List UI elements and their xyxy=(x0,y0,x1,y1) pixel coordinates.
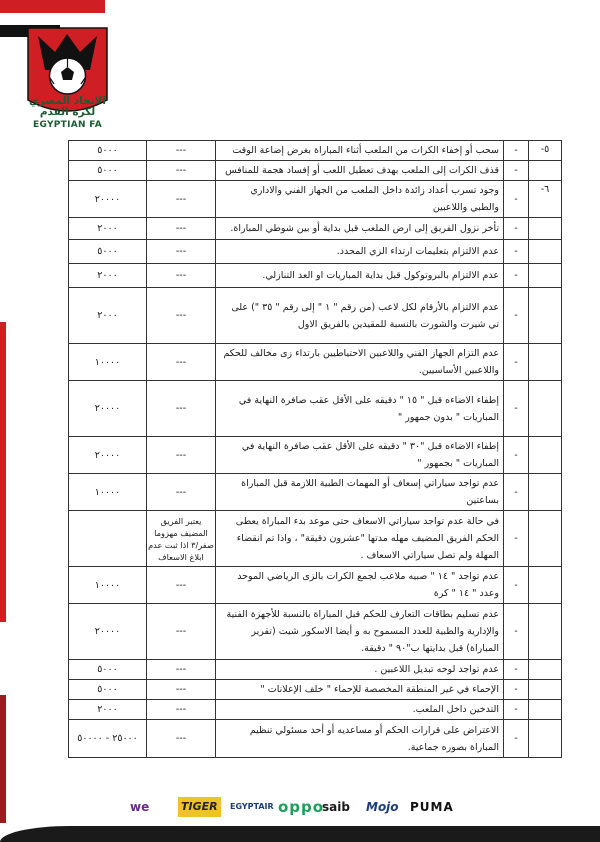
table-row xyxy=(69,381,562,437)
additional-penalty-cell xyxy=(147,344,216,381)
violation-description-text: عدم الالتزام بتعليمات ارتداء الزي المحدد. xyxy=(336,246,499,257)
table-row xyxy=(69,141,562,161)
violation-description-text: الاعتراض على قرارات الحكم أو مساعديه أو أحد مسئولي تنظيم المباراة بصوره جماعية. xyxy=(249,724,499,753)
sponsor-tiger-logo: TIGER xyxy=(178,797,221,817)
sub-item-cell xyxy=(504,381,529,437)
violation-description-text: عدم الالتزام بالأرقام لكل لاعب (من رقم " ١ " إلى رقم " ٣٥ ") على تي شيرت والشورت بالنسبة للمقيدين بالفريق الاول xyxy=(231,301,499,330)
additional-penalty-cell xyxy=(147,680,216,700)
additional-penalty-text: --- xyxy=(175,223,187,234)
violation-description-cell xyxy=(216,264,504,288)
penalty-cell xyxy=(69,680,147,700)
violation-description-text: سحب أو إخفاء الكرات من الملعب أثناء المباراة بغرض إضاعة الوقت xyxy=(232,145,499,156)
item-number-cell xyxy=(529,141,562,161)
violation-description-cell xyxy=(216,660,504,680)
table-row xyxy=(69,511,562,567)
violation-description-cell xyxy=(216,240,504,264)
additional-penalty-text: --- xyxy=(175,664,187,675)
additional-penalty-text: --- xyxy=(175,246,187,257)
additional-penalty-text: --- xyxy=(175,165,187,176)
penalty-text: ٥٠٠٠ xyxy=(97,664,118,675)
sub-item-text: - xyxy=(514,733,518,744)
sub-item-text: - xyxy=(514,356,518,368)
item-number-cell xyxy=(529,218,562,240)
violation-description-text: في حالة عدم تواجد سياراتي الاسعاف حتى موعد بدء المباراة يعطى الحكم الفريق المضيف مهله مدتها "عشرون دقيقة" ، واذا تم انقضاء المهلة ولم تصل سياراتي الاسعاف . xyxy=(235,516,499,561)
additional-penalty-text: --- xyxy=(175,403,187,414)
additional-penalty-cell xyxy=(147,141,216,161)
sub-item-text: - xyxy=(514,223,518,234)
penalty-cell xyxy=(69,437,147,474)
penalty-cell xyxy=(69,604,147,660)
violation-description-text: قذف الكرات إلى الملعب بهدف تعطيل اللعب أو إفساد هجمة للمنافس xyxy=(225,165,499,176)
table-row xyxy=(69,264,562,288)
violation-description-cell xyxy=(216,511,504,567)
additional-penalty-cell xyxy=(147,604,216,660)
item-number-cell xyxy=(529,181,562,218)
penalty-text: ٢٠٠٠ xyxy=(97,223,118,234)
penalty-cell xyxy=(69,720,147,758)
item-number-cell xyxy=(529,344,562,381)
table-row xyxy=(69,700,562,720)
penalty-cell xyxy=(69,288,147,344)
sponsor-puma-logo: PUMA xyxy=(410,800,454,814)
additional-penalty-text: --- xyxy=(175,145,187,156)
sub-item-text: - xyxy=(514,270,518,281)
additional-penalty-cell xyxy=(147,264,216,288)
additional-penalty-text: يعتبر الفريق المضيف مهزوما صفر/٣ اذا ثبت عدم ابلاغ الاسعاف xyxy=(148,515,214,562)
penalty-cell xyxy=(69,474,147,511)
sponsor-egyptair-logo: EGYPTAIR xyxy=(230,802,274,811)
red-side-accent xyxy=(0,322,6,622)
violation-description-text: تأخر نزول الفريق إلى ارض الملعب قبل بداية أو بين شوطي المباراة. xyxy=(230,223,499,234)
additional-penalty-text: --- xyxy=(175,449,187,461)
penalty-text: ٢٠٠٠ xyxy=(97,270,118,281)
penalty-text: ٥٠٠٠ xyxy=(97,165,118,176)
item-number-cell xyxy=(529,264,562,288)
violation-description-text: الإحماء في غير المنطقة المخصصة للإحماء " خلف الإعلانات " xyxy=(260,684,499,695)
additional-penalty-cell xyxy=(147,474,216,511)
sponsor-we-logo: we xyxy=(130,800,150,814)
additional-penalty-text: --- xyxy=(175,704,187,715)
violation-description-cell xyxy=(216,567,504,604)
table-row xyxy=(69,567,562,604)
sub-item-cell xyxy=(504,680,529,700)
item-number-cell xyxy=(529,660,562,680)
violation-description-text: التدخين داخل الملعب. xyxy=(412,704,499,715)
penalty-text: ١٠٠٠٠ xyxy=(94,356,121,368)
penalty-cell xyxy=(69,264,147,288)
additional-penalty-text: --- xyxy=(175,270,187,281)
sub-item-text: - xyxy=(514,310,518,321)
violation-description-cell xyxy=(216,604,504,660)
additional-penalty-cell xyxy=(147,660,216,680)
sub-item-text: - xyxy=(514,533,518,544)
table-row xyxy=(69,720,562,758)
penalty-text: ٥٠٠٠ xyxy=(97,145,118,156)
table-row xyxy=(69,181,562,218)
violation-description-cell xyxy=(216,141,504,161)
additional-penalty-cell xyxy=(147,511,216,567)
table-row xyxy=(69,240,562,264)
penalty-text: ١٠٠٠٠ xyxy=(94,579,121,591)
violation-description-text: عدم تواجد لوحه تبديل اللاعبين . xyxy=(374,664,499,675)
violation-description-cell xyxy=(216,288,504,344)
violation-description-cell xyxy=(216,437,504,474)
sub-item-text: - xyxy=(514,626,518,637)
penalty-text: ٢٠٠٠٠ xyxy=(94,626,121,637)
violation-description-text: عدم تسليم بطاقات التعارف للحكم قبل المباراة بالنسبة للأجهزة الفنية والإدارية والطبية للعدد المسموح به و أيضا الاسكور شيت (تقرير المباراة) قبل بدايتها ب"٩٠ " دقيقة. xyxy=(226,609,499,654)
sub-item-cell xyxy=(504,720,529,758)
penalty-text: ٥٠٠٠ xyxy=(97,246,118,257)
additional-penalty-text: --- xyxy=(175,733,187,744)
additional-penalty-cell xyxy=(147,720,216,758)
penalty-text: ٢٠٠٠٠ xyxy=(94,403,121,414)
table-row xyxy=(69,437,562,474)
additional-penalty-cell xyxy=(147,381,216,437)
violation-description-cell xyxy=(216,381,504,437)
penalty-cell xyxy=(69,344,147,381)
item-number-text: -٥ xyxy=(540,144,550,155)
sub-item-cell xyxy=(504,288,529,344)
sponsor-strip xyxy=(130,793,470,821)
additional-penalty-cell xyxy=(147,700,216,720)
item-number-cell xyxy=(529,720,562,758)
penalty-cell xyxy=(69,240,147,264)
penalty-cell xyxy=(69,181,147,218)
flag-red-stripe xyxy=(0,0,105,13)
violation-description-cell xyxy=(216,161,504,181)
penalty-cell xyxy=(69,218,147,240)
item-number-cell xyxy=(529,288,562,344)
violation-description-cell xyxy=(216,181,504,218)
penalty-text: ٥٠٠٠ xyxy=(97,684,118,695)
additional-penalty-text: --- xyxy=(175,193,187,205)
sub-item-text: - xyxy=(514,145,518,156)
penalty-text: ٢٠٠٠ xyxy=(97,310,118,321)
table-row xyxy=(69,161,562,181)
sub-item-cell xyxy=(504,567,529,604)
sub-item-text: - xyxy=(514,403,518,414)
additional-penalty-text: --- xyxy=(175,579,187,591)
dark-red-side-accent xyxy=(0,695,6,823)
sub-item-cell xyxy=(504,264,529,288)
penalty-text: ١٠٠٠٠ xyxy=(94,486,121,498)
additional-penalty-cell xyxy=(147,161,216,181)
penalties-table xyxy=(68,140,562,758)
sub-item-cell xyxy=(504,474,529,511)
item-number-cell xyxy=(529,700,562,720)
sub-item-cell xyxy=(504,181,529,218)
additional-penalty-cell xyxy=(147,240,216,264)
sponsor-oppo-logo: oppo xyxy=(278,798,325,816)
violation-description-cell xyxy=(216,474,504,511)
table-row xyxy=(69,288,562,344)
table-row xyxy=(69,218,562,240)
violation-description-text: وجود تسرب أعداد زائدة داخل الملعب من الجهاز الفني والاداري والطبي واللاعبين xyxy=(250,185,499,213)
penalty-cell xyxy=(69,161,147,181)
table-row xyxy=(69,344,562,381)
sub-item-text: - xyxy=(514,684,518,695)
additional-penalty-text: --- xyxy=(175,310,187,321)
sponsor-mojo-logo: Mojo xyxy=(366,800,399,814)
sub-item-text: - xyxy=(514,246,518,257)
violation-description-text: إطفاء الاضاءه قبل "٣٠ " دقيقه على الأقل عقب صافرة النهاية في المباريات " بجمهور " xyxy=(241,441,499,469)
sub-item-cell xyxy=(504,344,529,381)
penalty-text: ٢٠٠٠٠ xyxy=(94,193,121,205)
sub-item-cell xyxy=(504,218,529,240)
sub-item-text: - xyxy=(514,579,518,591)
violation-description-cell xyxy=(216,344,504,381)
item-number-cell xyxy=(529,680,562,700)
sub-item-cell xyxy=(504,660,529,680)
sponsor-saib-logo: saib xyxy=(322,800,350,814)
sub-item-text: - xyxy=(514,165,518,176)
violation-description-cell xyxy=(216,218,504,240)
penalty-cell xyxy=(69,381,147,437)
penalty-cell xyxy=(69,567,147,604)
item-number-cell xyxy=(529,437,562,474)
item-number-cell xyxy=(529,381,562,437)
violation-description-text: عدم الالتزام بالبروتوكول قبل بداية المباريات او العد التنازلي. xyxy=(262,270,499,281)
item-number-cell xyxy=(529,161,562,181)
sub-item-text: - xyxy=(514,449,518,461)
additional-penalty-cell xyxy=(147,567,216,604)
sub-item-cell xyxy=(504,511,529,567)
sub-item-text: - xyxy=(514,704,518,715)
penalty-cell xyxy=(69,660,147,680)
item-number-cell xyxy=(529,567,562,604)
penalty-text: ٢٠٠٠ xyxy=(97,704,118,715)
additional-penalty-cell xyxy=(147,437,216,474)
sub-item-cell xyxy=(504,437,529,474)
table-row xyxy=(69,680,562,700)
item-number-cell xyxy=(529,511,562,567)
logo-english-text: EGYPTIAN FA xyxy=(33,120,102,130)
sub-item-cell xyxy=(504,700,529,720)
penalty-cell xyxy=(69,700,147,720)
sub-item-cell xyxy=(504,604,529,660)
violation-description-text: عدم التزام الجهاز الفني واللاعبين الاحتياطيين بارتداء زى مخالف للحكم واللاعبين الأساسيين. xyxy=(223,348,499,376)
sub-item-cell xyxy=(504,141,529,161)
penalty-text: ٢٥٠٠٠ - ٥٠٠٠٠ xyxy=(77,733,138,744)
sub-item-text: - xyxy=(514,664,518,675)
sub-item-text: - xyxy=(514,486,518,498)
item-number-cell xyxy=(529,604,562,660)
item-number-cell xyxy=(529,474,562,511)
table-row xyxy=(69,660,562,680)
sub-item-cell xyxy=(504,240,529,264)
violation-description-cell xyxy=(216,700,504,720)
additional-penalty-cell xyxy=(147,181,216,218)
violation-description-text: عدم تواجد " ١٤ " صبيه ملاعب لجمع الكرات بالزى الرياضي الموحد وعدد " ١٤ " كرة xyxy=(237,571,499,599)
penalty-cell xyxy=(69,141,147,161)
additional-penalty-cell xyxy=(147,288,216,344)
violation-description-cell xyxy=(216,720,504,758)
penalty-cell xyxy=(69,511,147,567)
table-row xyxy=(69,604,562,660)
item-number-text: -٦ xyxy=(540,184,550,195)
additional-penalty-text: --- xyxy=(175,684,187,695)
violation-description-text: إطفاء الاضاءه قبل " ١٥ " دقيقه على الأقل عقب صافرة النهاية في المباريات " بدون جمهور " xyxy=(238,394,499,423)
footer-dark-band xyxy=(0,826,600,842)
violation-description-cell xyxy=(216,680,504,700)
table-row xyxy=(69,474,562,511)
sub-item-text: - xyxy=(514,193,518,205)
additional-penalty-cell xyxy=(147,218,216,240)
sub-item-cell xyxy=(504,161,529,181)
penalty-text: ٢٠٠٠٠ xyxy=(94,449,121,461)
additional-penalty-text: --- xyxy=(175,356,187,368)
logo-arabic-text: الاتحاد المصري لكرة القدم xyxy=(29,95,106,118)
violation-description-text: عدم تواجد سياراتي إسعاف أو المهمات الطبية اللازمة قبل المباراة بساعتين xyxy=(241,478,499,506)
item-number-cell xyxy=(529,240,562,264)
additional-penalty-text: --- xyxy=(175,486,187,498)
additional-penalty-text: --- xyxy=(175,626,187,637)
